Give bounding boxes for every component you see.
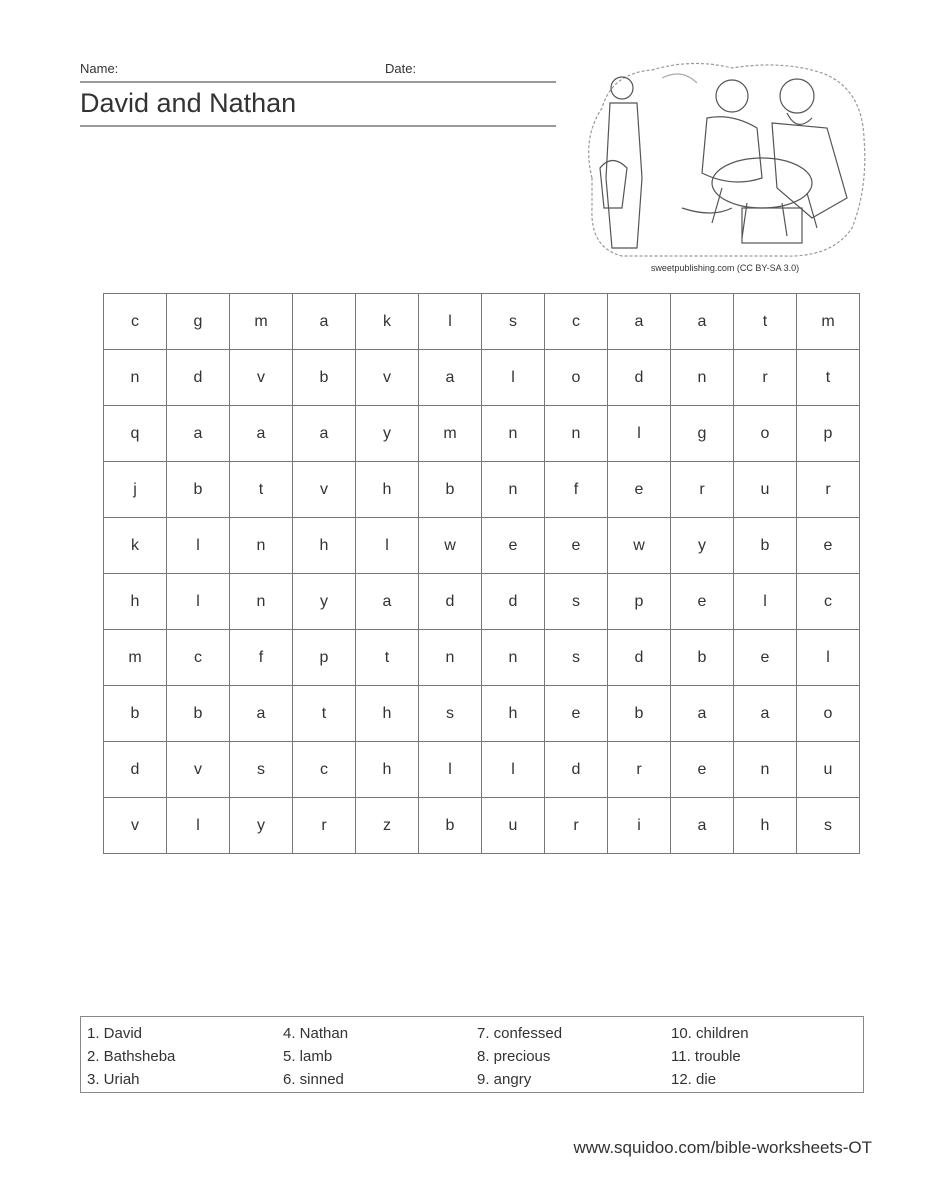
illustration-image [582,58,868,262]
grid-cell: n [482,462,545,518]
grid-cell: a [167,406,230,462]
grid-cell: p [797,406,860,462]
grid-cell: l [419,742,482,798]
grid-cell: f [545,462,608,518]
word-item: 6. sinned [283,1071,344,1088]
word-list-column-2 [283,1022,348,1091]
grid-cell: c [293,742,356,798]
grid-cell: k [356,294,419,350]
grid-cell: u [797,742,860,798]
grid-cell: t [734,294,797,350]
grid-cell: v [167,742,230,798]
word-item: 10. children [671,1025,749,1042]
grid-cell: e [545,518,608,574]
word-list-column-4 [671,1022,749,1091]
grid-cell: h [104,574,167,630]
grid-cell: v [230,350,293,406]
grid-cell: e [608,462,671,518]
word-search-grid [103,293,860,854]
grid-cell: o [545,350,608,406]
grid-cell: s [545,574,608,630]
grid-cell: m [230,294,293,350]
grid-row [104,294,860,350]
date-label: Date: [385,61,417,76]
grid-cell: a [608,294,671,350]
grid-cell: g [671,406,734,462]
grid-cell: a [734,686,797,742]
grid-cell: d [167,350,230,406]
grid-cell: r [734,350,797,406]
grid-cell: v [293,462,356,518]
word-list-column-3 [477,1022,562,1091]
word-item: 1. David [87,1025,143,1042]
grid-cell: r [671,462,734,518]
word-item: 5. lamb [283,1048,333,1065]
grid-row [104,798,860,854]
grid-cell: w [419,518,482,574]
grid-cell: a [671,294,734,350]
grid-cell: l [167,518,230,574]
worksheet-title: David and Nathan [80,88,297,118]
grid-cell: g [167,294,230,350]
grid-cell: h [356,742,419,798]
grid-cell: e [545,686,608,742]
grid-cell: d [608,630,671,686]
grid-cell: y [671,518,734,574]
grid-cell: l [356,518,419,574]
grid-row [104,406,860,462]
grid-cell: n [104,350,167,406]
grid-cell: d [419,574,482,630]
grid-cell: u [734,462,797,518]
grid-cell: a [293,294,356,350]
grid-cell: a [293,406,356,462]
grid-cell: d [545,742,608,798]
grid-cell: y [293,574,356,630]
grid-cell: a [356,574,419,630]
grid-cell: j [104,462,167,518]
grid-cell: y [356,406,419,462]
grid-cell: c [167,630,230,686]
grid-row [104,518,860,574]
grid-cell: b [293,350,356,406]
grid-cell: s [797,798,860,854]
grid-cell: i [608,798,671,854]
grid-cell: k [104,518,167,574]
grid-cell: s [230,742,293,798]
grid-cell: d [608,350,671,406]
grid-cell: b [167,462,230,518]
grid-cell: n [734,742,797,798]
grid-row [104,574,860,630]
grid-cell: a [230,686,293,742]
grid-cell: o [734,406,797,462]
grid-cell: l [797,630,860,686]
grid-cell: v [356,350,419,406]
grid-cell: l [482,742,545,798]
grid-cell: t [230,462,293,518]
grid-cell: l [167,574,230,630]
grid-cell: e [734,630,797,686]
grid-cell: p [608,574,671,630]
footer-url: www.squidoo.com/bible-worksheets-OT [573,1138,872,1157]
grid-cell: w [608,518,671,574]
grid-cell: u [482,798,545,854]
grid-cell: d [104,742,167,798]
grid-cell: l [167,798,230,854]
grid-cell: h [356,686,419,742]
grid-cell: a [230,406,293,462]
name-label: Name: [80,61,119,76]
grid-cell: n [482,630,545,686]
grid-cell: t [293,686,356,742]
grid-cell: l [419,294,482,350]
grid-cell: e [671,574,734,630]
grid-cell: b [608,686,671,742]
grid-cell: b [734,518,797,574]
illustration-credit: sweetpublishing.com (CC BY-SA 3.0) [650,263,800,273]
grid-cell: a [671,686,734,742]
word-item: 12. die [671,1071,717,1088]
grid-cell: a [671,798,734,854]
word-item: 9. angry [477,1071,532,1088]
grid-row [104,630,860,686]
word-list-column-1 [87,1022,175,1091]
grid-cell: e [482,518,545,574]
title-rule [80,125,556,127]
word-item: 8. precious [477,1048,551,1065]
grid-row [104,742,860,798]
grid-cell: q [104,406,167,462]
word-item: 3. Uriah [87,1071,140,1088]
grid-cell: n [419,630,482,686]
grid-cell: c [797,574,860,630]
grid-cell: h [482,686,545,742]
grid-cell: n [230,574,293,630]
word-item: 2. Bathsheba [87,1048,176,1065]
grid-cell: b [104,686,167,742]
grid-cell: n [482,406,545,462]
grid-cell: h [293,518,356,574]
grid-cell: f [230,630,293,686]
grid-cell: y [230,798,293,854]
grid-cell: l [734,574,797,630]
grid-cell: b [419,462,482,518]
grid-cell: s [482,294,545,350]
grid-cell: b [419,798,482,854]
grid-cell: c [545,294,608,350]
grid-cell: m [797,294,860,350]
grid-cell: l [608,406,671,462]
grid-cell: e [797,518,860,574]
grid-cell: v [104,798,167,854]
grid-row [104,350,860,406]
grid-cell: h [734,798,797,854]
word-item: 4. Nathan [283,1025,349,1042]
grid-cell: z [356,798,419,854]
grid-cell: c [104,294,167,350]
grid-cell: p [293,630,356,686]
grid-cell: r [608,742,671,798]
grid-row [104,462,860,518]
grid-cell: n [230,518,293,574]
grid-cell: m [104,630,167,686]
grid-cell: l [482,350,545,406]
grid-cell: d [482,574,545,630]
word-list-box [80,1016,864,1093]
word-item: 11. trouble [671,1048,741,1065]
grid-cell: a [419,350,482,406]
grid-cell: t [356,630,419,686]
grid-cell: s [419,686,482,742]
name-date-rule [80,81,556,83]
grid-row [104,686,860,742]
grid-cell: r [797,462,860,518]
grid-cell: n [671,350,734,406]
grid-cell: e [671,742,734,798]
grid-cell: o [797,686,860,742]
name-date-labels [80,61,556,79]
grid-cell: m [419,406,482,462]
grid-cell: b [671,630,734,686]
grid-cell: s [545,630,608,686]
grid-cell: r [293,798,356,854]
grid-cell: b [167,686,230,742]
grid-cell: h [356,462,419,518]
word-item: 7. confessed [477,1025,563,1042]
grid-cell: r [545,798,608,854]
grid-cell: n [545,406,608,462]
grid-cell: t [797,350,860,406]
